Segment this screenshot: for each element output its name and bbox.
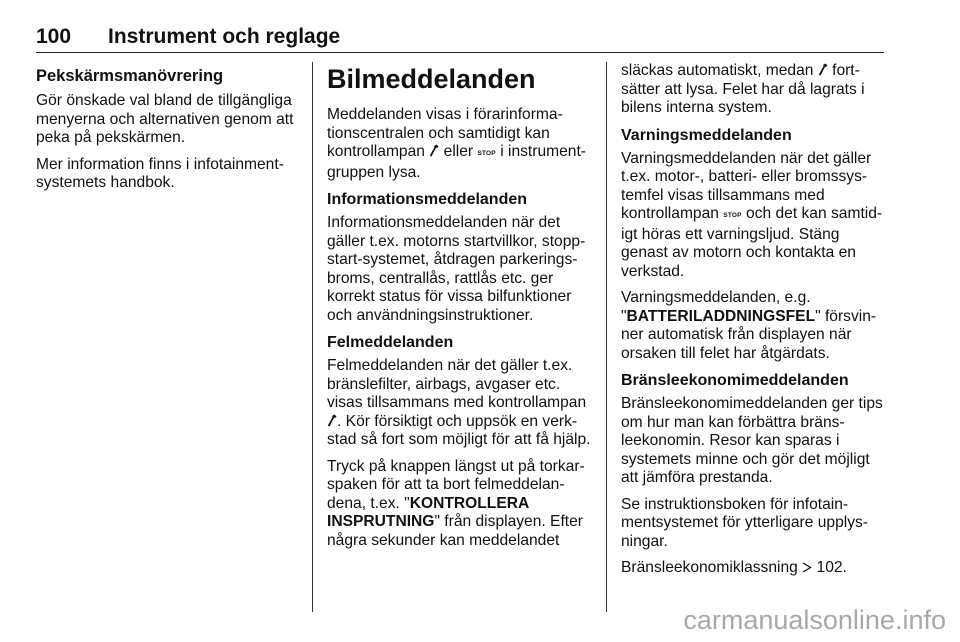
paragraph [327,357,593,450]
paragraph: Informationsmeddelanden när det gäller t.ex. motorns startvillkor, stopp-start-systemet, åtdragen parkeringsbroms, centrallås, rattlås etc. ger korrekt status för vissa bilfunktioner och användningsinstruktioner. [327,214,586,324]
paragraph [621,289,887,363]
page-title: Instrument och reglage [108,25,341,48]
text-run: Tryck på knappen längst ut på torkarspaken för att ta bort felmeddelandena, t.ex. " [327,457,585,512]
watermark: carmanualsonline.info [683,605,946,635]
text-run: " försvinner automatisk från displayen när orsaken till felet har åtgärdats. [621,307,877,362]
text-run: . Kör försiktigt och uppsök en verkstad så fort som möjligt för att få hjälp. [327,412,591,448]
text-run: " från displayen. Efter några sekunder kan meddelandet [327,513,583,549]
page-header [36,26,884,53]
section-heading: Varningsmeddelanden [621,126,792,144]
page-number: 100 [36,25,72,48]
wrench-icon [327,414,337,427]
paragraph [621,62,887,118]
text-run: fortsätter att lysa. Felet har då lagrats i bilens interna system. [621,62,865,116]
paragraph [621,559,887,578]
text-run: Felmeddelanden när det gäller t.ex. bränslefilter, airbags, avgaser etc. visas tillsammans med kontrollampan [327,357,587,411]
paragraph: Se instruktionsboken för infotainmentsystemet för ytterligare upplysningar. [621,495,868,550]
chapter-title: Bilmeddelanden [327,64,536,94]
paragraph [621,150,887,282]
column-3 [621,62,887,586]
column-2 [327,62,593,558]
column-1 [36,62,302,201]
wrench-icon [818,63,828,76]
text-run: och det kan samtidigt höras ett varningsljud. Stäng genast av motorn och kontakta en verkstad. [621,205,883,280]
wrench-icon [429,144,439,157]
section-heading: Pekskärmsmanövrering [36,67,224,85]
paragraph: Gör önskade val bland de tillgängliga menyerna och alternativen genom att peka på pekskärmen. [36,92,294,146]
column-divider [606,62,607,612]
paragraph [327,106,593,182]
text-run: Varningsmeddelanden när det gäller t.ex. motor-, batteri- eller bromssystemfel visas tillsammans med kontrollampan [621,149,872,222]
text-run: Meddelanden visas i förarinformationscentralen och samtidigt kan kontrollampan [327,106,563,160]
section-heading: Bränsleekonomimeddelanden [621,372,849,389]
text-run: i instrumentgruppen lysa. [327,143,586,181]
message-code: KONTROLLERA INSPRUTNING [327,494,529,530]
column-divider [312,62,313,612]
text-run: släckas automatiskt, medan [621,62,814,79]
section-heading: Informationsmeddelanden [327,191,528,208]
text-run: eller [443,143,474,160]
arrow-ref-icon[interactable] [802,562,812,573]
paragraph [327,458,593,551]
paragraph: Bränsleekonomimeddelanden ger tips om hur man kan förbättra bränsleekonomin. Resor kan sparas i systemets minne och gör det möjligt att jämföra prestanda. [621,395,883,486]
stop-icon: STOP [477,150,496,157]
text-run: Bränsleekonomiklassning [621,559,798,576]
page-reference[interactable]: 102. [816,559,847,576]
text-run: Varningsmeddelanden, e.g. " [621,289,811,325]
section-heading: Felmeddelanden [327,334,454,351]
message-code: BATTERILADDNINGSFEL [626,307,816,325]
stop-icon: STOP [723,212,742,219]
paragraph: Mer information finns i infotainmentsystemets handbok. [36,155,284,191]
